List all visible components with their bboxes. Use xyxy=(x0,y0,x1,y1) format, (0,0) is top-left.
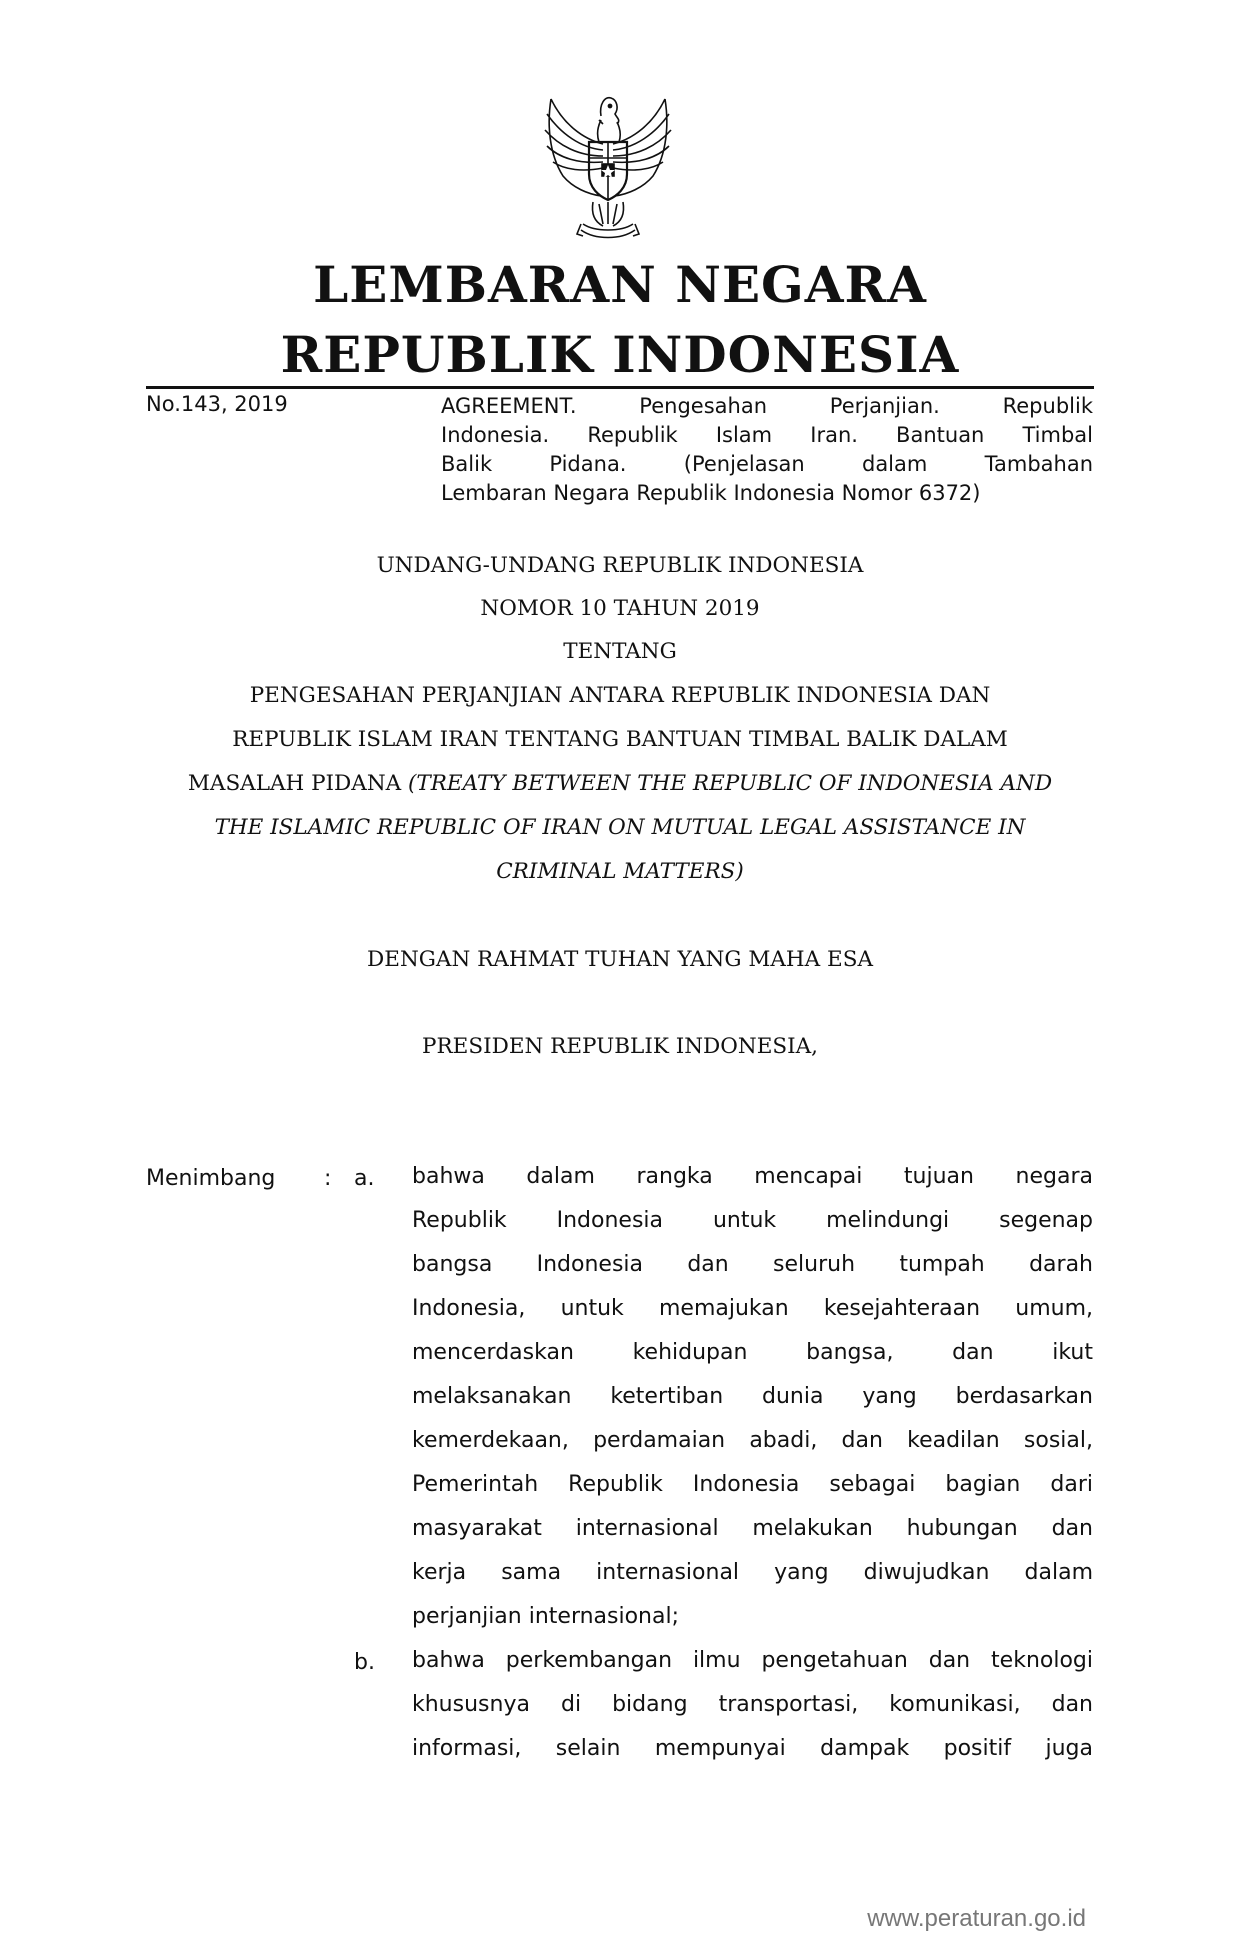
description-line: AGREEMENT. Pengesahan Perjanjian. Republik xyxy=(441,394,1093,418)
gazette-description xyxy=(441,392,1093,508)
law-title: UNDANG-UNDANG REPUBLIK INDONESIA xyxy=(376,553,864,578)
item-marker-a: a. xyxy=(354,1166,375,1191)
law-subject-line xyxy=(140,859,1100,884)
law-about: TENTANG xyxy=(563,639,677,664)
gazette-number: No.143, 2019 xyxy=(146,392,288,416)
item-line: Republik Indonesia untuk melindungi segenap xyxy=(412,1208,1093,1233)
item-line: melaksanakan ketertiban dunia yang berdasarkan xyxy=(412,1384,1093,1409)
considering-item-a xyxy=(412,1155,1093,1639)
item-marker-b: b. xyxy=(354,1650,375,1675)
item-line: bahwa dalam rangka mencapai tujuan negara xyxy=(412,1164,1093,1189)
item-line: masyarakat internasional melakukan hubungan dan xyxy=(412,1516,1093,1541)
law-subject-line: REPUBLIK ISLAM IRAN TENTANG BANTUAN TIMBAL BALIK DALAM xyxy=(232,727,1008,752)
item-line: kemerdekaan, perdamaian abadi, dan keadilan sosial, xyxy=(412,1428,1093,1453)
source-footer: www.peraturan.go.id xyxy=(867,1905,1086,1932)
grace-statement: DENGAN RAHMAT TUHAN YANG MAHA ESA xyxy=(367,947,873,972)
item-line: bahwa perkembangan ilmu pengetahuan dan teknologi xyxy=(412,1648,1093,1673)
law-subject-line xyxy=(140,815,1100,840)
description-line: Lembaran Negara Republik Indonesia Nomor 6372) xyxy=(441,481,981,505)
item-line: Pemerintah Republik Indonesia sebagai bagian dari xyxy=(412,1472,1093,1497)
gazette-subtitle: REPUBLIK INDONESIA xyxy=(280,325,960,384)
law-subject-italic: THE ISLAMIC REPUBLIC OF IRAN ON MUTUAL LEGAL ASSISTANCE IN xyxy=(214,815,1026,840)
law-subject-plain: MASALAH PIDANA xyxy=(187,771,408,796)
item-line: khususnya di bidang transportasi, komunikasi, dan xyxy=(412,1692,1093,1717)
item-line: Indonesia, untuk memajukan kesejahteraan umum, xyxy=(412,1296,1093,1321)
item-line: mencerdaskan kehidupan bangsa, dan ikut xyxy=(412,1340,1093,1365)
law-subject-italic: CRIMINAL MATTERS) xyxy=(496,859,744,884)
law-subject-italic: (TREATY BETWEEN THE REPUBLIC OF INDONESIA AND xyxy=(408,771,1053,796)
law-subject-line: PENGESAHAN PERJANJIAN ANTARA REPUBLIK INDONESIA DAN xyxy=(249,683,991,708)
item-line: kerja sama internasional yang diwujudkan dalam xyxy=(412,1560,1093,1585)
description-line: Balik Pidana. (Penjelasan dalam Tambahan xyxy=(441,452,1093,476)
item-line: perjanjian internasional; xyxy=(412,1604,680,1629)
gazette-title: LEMBARAN NEGARA xyxy=(313,255,927,314)
header-divider xyxy=(146,386,1094,389)
garuda-emblem-icon xyxy=(533,84,683,244)
considering-colon: : xyxy=(324,1166,332,1191)
law-number: NOMOR 10 TAHUN 2019 xyxy=(480,596,760,621)
item-line: informasi, selain mempunyai dampak positif juga xyxy=(412,1736,1093,1761)
description-line: Indonesia. Republik Islam Iran. Bantuan Timbal xyxy=(441,423,1093,447)
law-subject-line xyxy=(140,771,1100,796)
president-heading: PRESIDEN REPUBLIK INDONESIA, xyxy=(422,1034,818,1059)
considering-item-b xyxy=(412,1639,1093,1771)
considering-label: Menimbang xyxy=(146,1166,276,1191)
item-line: bangsa Indonesia dan seluruh tumpah darah xyxy=(412,1252,1093,1277)
